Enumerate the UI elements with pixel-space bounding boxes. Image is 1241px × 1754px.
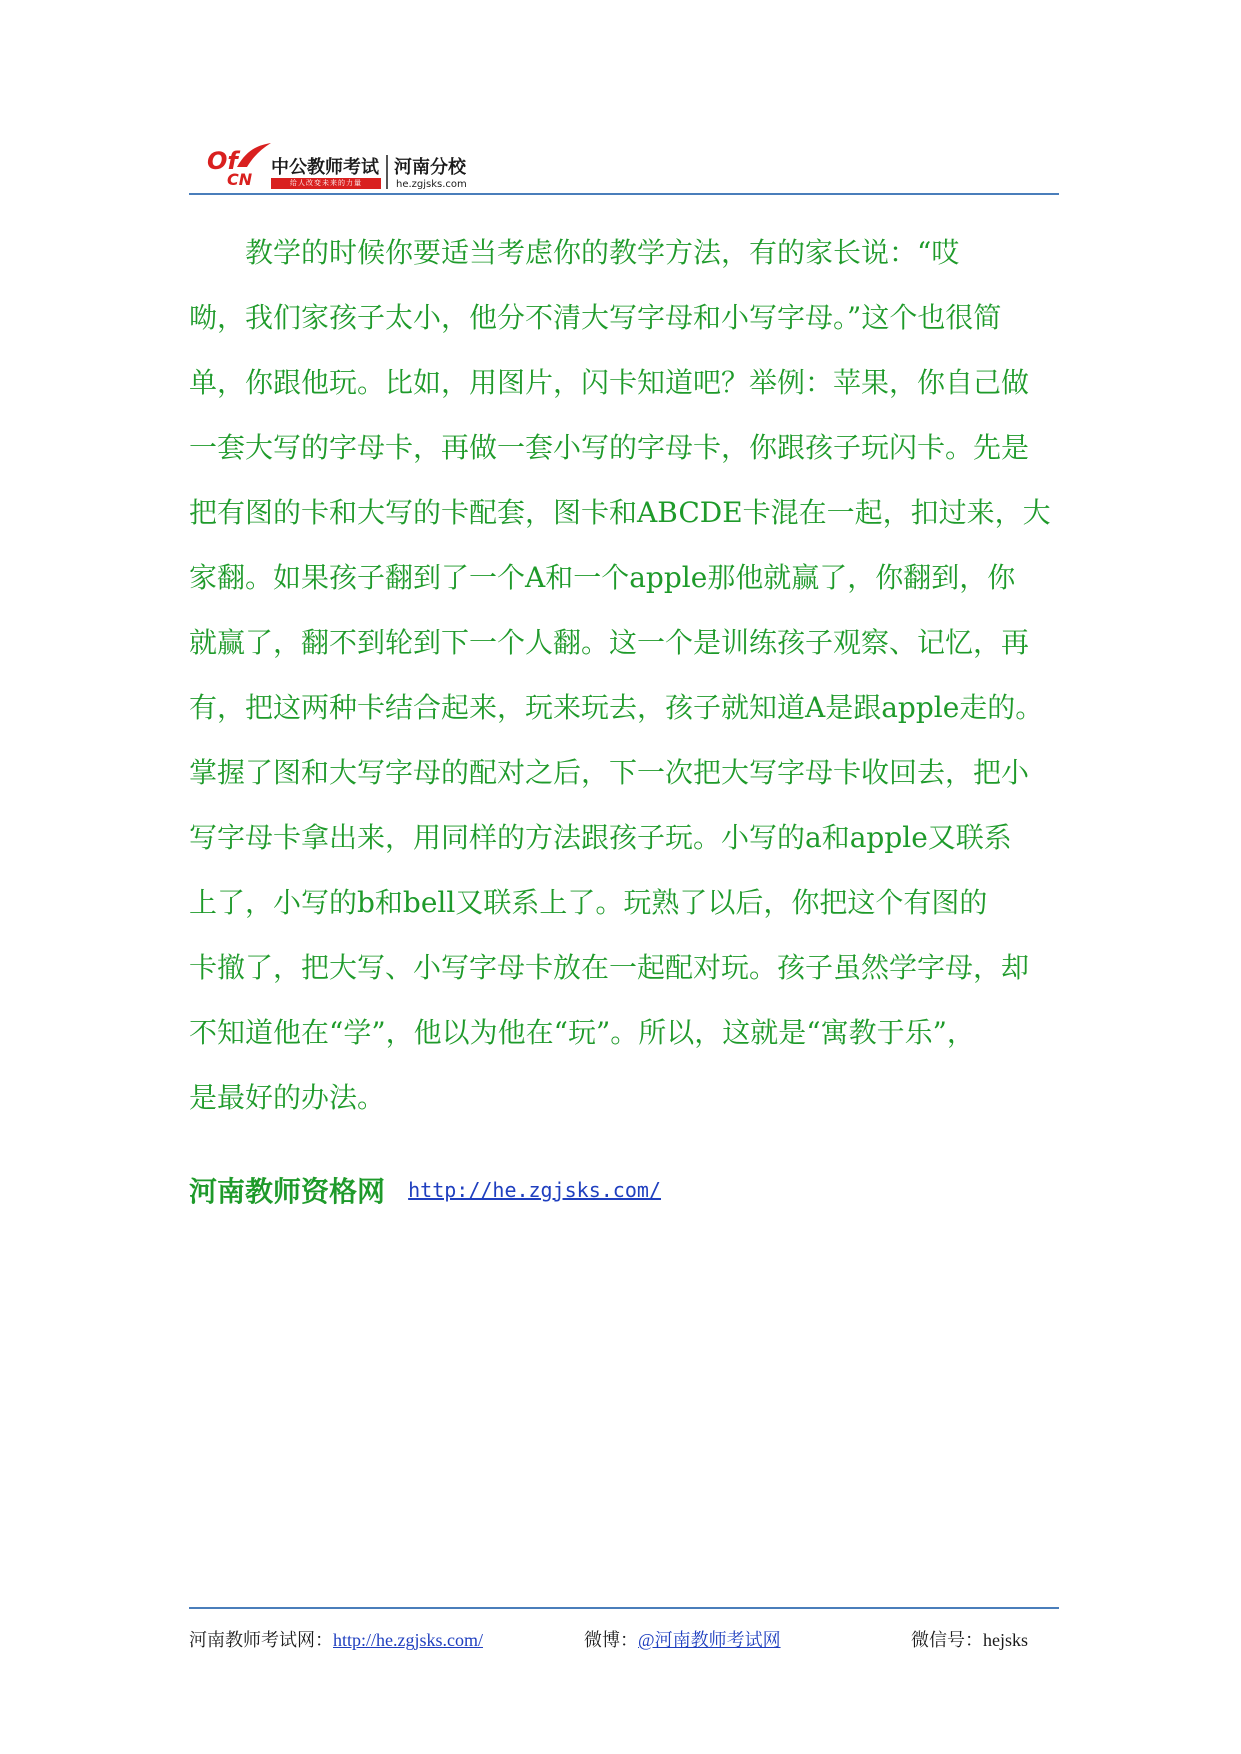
offcn-logo[interactable] [207, 141, 507, 191]
article-line: 家翻。如果孩子翻到了一个A和一个apple那他就赢了，你翻到，你 [189, 561, 1016, 594]
article-line: 就赢了，翻不到轮到下一个人翻。这一个是训练孩子观察、记忆，再 [189, 626, 1030, 659]
branch-name: 河南分校 [394, 157, 466, 178]
footer-site-label: 河南教师考试网： [189, 1630, 333, 1650]
footer-weibo-link[interactable]: @河南教师考试网 [638, 1630, 781, 1650]
footer-rule [189, 1607, 1059, 1609]
footer-wechat-label: 微信号： [911, 1630, 983, 1650]
article-line: 卡撤了，把大写、小写字母卡放在一起配对玩。孩子虽然学字母，却 [189, 951, 1030, 984]
article-line: 一套大写的字母卡，再做一套小写的字母卡，你跟孩子玩闪卡。先是 [189, 431, 1030, 464]
article-line: 上了，小写的b和bell又联系上了。玩熟了以后，你把这个有图的 [189, 886, 988, 919]
site-title: 河南教师资格网 [189, 1175, 386, 1208]
footer-weibo [584, 1626, 781, 1652]
footer-site [189, 1626, 483, 1652]
brand-slogan: 给人改变未来的力量 [271, 178, 381, 189]
article-line: 教学的时候你要适当考虑你的教学方法，有的家长说：“哎 [189, 236, 960, 269]
article-line: 把有图的卡和大写的卡配套，图卡和ABCDE卡混在一起，扣过来，大 [189, 496, 1051, 529]
brand-name: 中公教师考试 [271, 157, 379, 178]
footer-weibo-label: 微博： [584, 1630, 638, 1650]
footer-wechat [911, 1626, 1028, 1652]
article-line: 有，把这两种卡结合起来，玩来玩去，孩子就知道A是跟apple走的。 [189, 691, 1044, 724]
header-divider [386, 155, 388, 189]
footer-wechat-id: hejsks [983, 1630, 1028, 1650]
page-header [189, 128, 1059, 194]
article-line: 写字母卡拿出来，用同样的方法跟孩子玩。小写的a和apple又联系 [189, 821, 1012, 854]
article-line: 呦，我们家孩子太小，他分不清大写字母和小写字母。”这个也很简 [189, 301, 1002, 334]
article-line: 不知道他在“学”，他以为他在“玩”。所以，这就是“寓教于乐”， [189, 1016, 975, 1049]
article-line: 单，你跟他玩。比如，用图片，闪卡知道吧？举例：苹果，你自己做 [189, 366, 1030, 399]
site-signature [189, 1170, 661, 1210]
page-footer [189, 1626, 1059, 1656]
footer-site-link[interactable]: http://he.zgjsks.com/ [333, 1630, 483, 1650]
branch-domain: he.zgjsks.com [396, 179, 467, 190]
svg-text:Of: Of [207, 147, 238, 175]
article-line: 是最好的办法。 [189, 1081, 386, 1114]
site-url-link[interactable]: http://he.zgjsks.com/ [408, 1178, 661, 1202]
article-line: 掌握了图和大写字母的配对之后，下一次把大写字母卡收回去，把小 [189, 756, 1030, 789]
svg-text:CN: CN [227, 170, 253, 189]
article-body [189, 220, 1055, 1130]
header-rule [189, 193, 1059, 195]
offcn-logo-icon [207, 141, 277, 191]
